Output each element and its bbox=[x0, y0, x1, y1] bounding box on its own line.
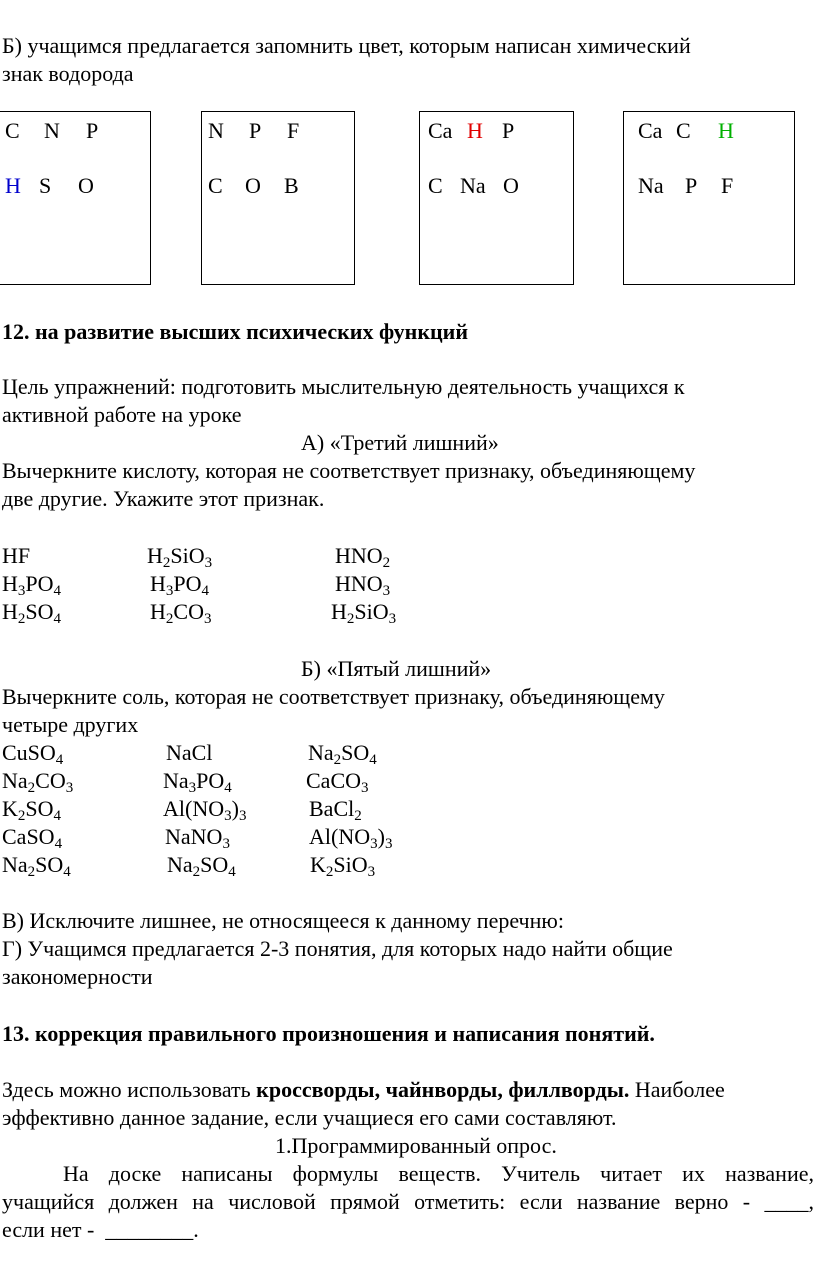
salt-formula: $Na_3PO_4$ bbox=[163, 768, 232, 796]
box1-hydrogen: H bbox=[5, 173, 21, 198]
salt-formula: BaCl$_2$ bbox=[309, 796, 362, 824]
box3-element: O bbox=[503, 173, 519, 198]
intro-line-1: Б) учащимся предлагается запомнить цвет, которым написан химический bbox=[2, 33, 691, 58]
salt-formula: CuSO$_4$ bbox=[2, 740, 64, 768]
acid-formula: HF bbox=[2, 543, 31, 568]
box2-element: N bbox=[208, 118, 224, 143]
box1-element: S bbox=[39, 173, 52, 198]
box2-element: B bbox=[284, 173, 299, 198]
part-a-line-2: две другие. Укажите этот признак. bbox=[2, 486, 325, 511]
section-13-heading: 13. коррекция правильного произношения и написания понятий. bbox=[2, 1021, 655, 1046]
section-13-line-2: эффективно данное задание, если учащиеся его сами составляют. bbox=[2, 1105, 617, 1130]
puzzle-types: кроссворды, чайнворды, филлворды. bbox=[256, 1077, 630, 1102]
box4-element: F bbox=[721, 173, 734, 198]
acid-formula: $HNO_3$ bbox=[335, 571, 391, 599]
line-1-start: Здесь можно использовать bbox=[2, 1077, 257, 1102]
box3-hydrogen: H bbox=[467, 118, 483, 143]
element-box-2 bbox=[201, 111, 355, 285]
acid-formula: $H_2SiO_3$ bbox=[147, 543, 213, 571]
paragraph-line-1: На доске написаны формулы веществ. Учитель читает их название, bbox=[63, 1161, 814, 1186]
salt-formula: $Na_2SO_4$ bbox=[2, 852, 71, 880]
box3-element: Ca bbox=[428, 118, 453, 143]
box4-element: C bbox=[676, 118, 691, 143]
salt-formula: NaNO$_3$ bbox=[165, 824, 230, 852]
goal-line-1: Цель упражнений: подготовить мыслительную деятельность учащихся к bbox=[2, 374, 685, 399]
box3-element: C bbox=[428, 173, 443, 198]
acid-formula: $HNO_2$ bbox=[335, 543, 391, 571]
salt-formula: CaSO$_4$ bbox=[2, 824, 63, 852]
salt-formula: $Al(NO_3)_3$ bbox=[163, 796, 247, 824]
box4-element: Ca bbox=[638, 118, 663, 143]
section-12-heading: 12. на развитие высших психических функций bbox=[2, 319, 469, 344]
box4-element: Na bbox=[638, 173, 664, 198]
part-a-line-1: Вычеркните кислоту, которая не соответствует признаку, объединяющему bbox=[2, 458, 696, 483]
part-b-title: Б) «Пятый лишний» bbox=[301, 656, 492, 681]
acid-formula: $H_2CO_3$ bbox=[150, 599, 212, 627]
box2-element: C bbox=[208, 173, 223, 198]
salt-formula: $Na_2CO_3$ bbox=[2, 768, 74, 796]
box3-element: P bbox=[502, 118, 515, 143]
salt-formula: NaCl bbox=[166, 740, 213, 765]
section-13-line-1 bbox=[2, 1079, 725, 1101]
box4-element: P bbox=[685, 173, 698, 198]
salt-formula: $Na_2SO_4$ bbox=[167, 852, 236, 880]
goal-line-2: активной работе на уроке bbox=[2, 402, 242, 427]
part-v-line: В) Исключите лишнее, не относящееся к данному перечню: bbox=[2, 908, 564, 933]
paragraph-line-2: учащийся должен на числовой прямой отметить: если название верно - ____, bbox=[2, 1189, 814, 1214]
part-g-line-1: Г) Учащимся предлагается 2-3 понятия, для которых надо найти общие bbox=[2, 936, 673, 961]
element-box-1 bbox=[0, 111, 151, 285]
salt-formula: $K_2SiO_3$ bbox=[310, 852, 376, 880]
acid-formula: $H_3PO_4$ bbox=[150, 571, 210, 599]
intro-line-2: знак водорода bbox=[2, 61, 134, 86]
paragraph-line-3: если нет - ________. bbox=[2, 1217, 199, 1242]
acid-formula: $H_2SiO_3$ bbox=[331, 599, 397, 627]
box1-element: P bbox=[86, 118, 99, 143]
salt-formula: $Na_2SO_4$ bbox=[308, 740, 377, 768]
box4-hydrogen: H bbox=[718, 118, 734, 143]
box1-element: N bbox=[44, 118, 60, 143]
salt-formula: $K_2SO_4$ bbox=[2, 796, 62, 824]
salt-formula: $Al(NO_3)_3$ bbox=[309, 824, 393, 852]
part-b-line-2: четыре других bbox=[2, 712, 139, 737]
programmed-survey-title: 1.Программированный опрос. bbox=[275, 1133, 557, 1158]
box2-element: O bbox=[245, 173, 261, 198]
acid-formula: $H_3PO_4$ bbox=[2, 571, 62, 599]
part-b-line-1: Вычеркните соль, которая не соответствует признаку, объединяющему bbox=[2, 684, 665, 709]
box3-element: Na bbox=[460, 173, 486, 198]
box2-element: P bbox=[249, 118, 262, 143]
part-a-title: А) «Третий лишний» bbox=[301, 430, 499, 455]
box1-element: O bbox=[78, 173, 94, 198]
box2-element: F bbox=[287, 118, 300, 143]
salt-formula: CaCO$_3$ bbox=[306, 768, 369, 796]
box1-element: C bbox=[5, 118, 20, 143]
line-1-end: Наиболее bbox=[629, 1077, 725, 1102]
acid-formula: $H_2SO_4$ bbox=[2, 599, 62, 627]
part-g-line-2: закономерности bbox=[2, 964, 153, 989]
